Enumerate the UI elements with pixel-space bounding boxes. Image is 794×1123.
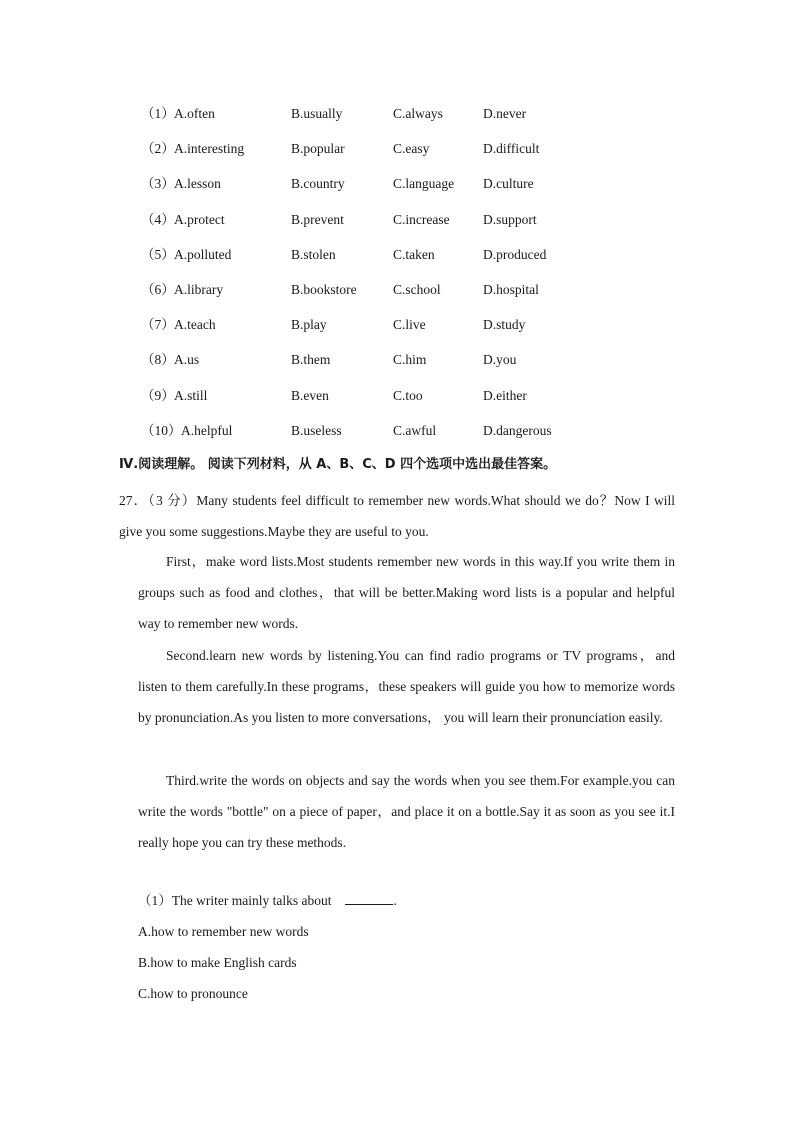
sub-question-number: （1） [138, 893, 172, 908]
option-number: （10） [141, 422, 182, 438]
option-d: D.culture [483, 176, 534, 192]
option-c: C.him [393, 352, 427, 368]
option-number: （6） [141, 281, 175, 297]
choice-b: B.how to make English cards [138, 955, 297, 970]
option-c: C.increase [393, 211, 450, 227]
option-d: D.either [483, 387, 527, 403]
option-d: D.produced [483, 246, 547, 262]
option-d: D.hospital [483, 281, 539, 297]
question-number: 27． [119, 493, 149, 508]
option-b: B.prevent [291, 211, 344, 227]
option-c: C.always [393, 106, 443, 121]
cloze-options-table [141, 104, 701, 456]
option-row [141, 174, 701, 209]
option-a: A.helpful [181, 422, 233, 438]
option-row [141, 210, 701, 245]
option-d: D.difficult [483, 141, 540, 157]
question-score: （3 分） [148, 493, 197, 508]
option-b: B.usually [291, 106, 343, 121]
option-row [141, 421, 701, 456]
option-c: C.school [393, 281, 441, 297]
option-number: （5） [141, 246, 175, 262]
section-heading: Ⅳ.阅读理解。 阅读下列材料，从 A、B、C、D 四个选项中选出最佳答案。 [119, 457, 557, 472]
option-b: B.even [291, 387, 329, 403]
option-c: C.live [393, 317, 426, 333]
sub-question-1 [138, 890, 397, 912]
option-a: A.lesson [174, 176, 221, 192]
choice-c: C.how to pronounce [138, 986, 248, 1001]
option-a: A.polluted [174, 246, 232, 262]
option-a: A.still [174, 387, 208, 403]
option-number: （2） [141, 141, 175, 157]
choice-a: A.how to remember new words [138, 924, 309, 939]
option-b: B.popular [291, 141, 345, 157]
option-row [141, 386, 701, 421]
option-a: A.library [174, 281, 224, 297]
option-row [141, 104, 701, 139]
option-c: C.language [393, 176, 455, 192]
option-number: （3） [141, 176, 175, 192]
option-c: C.too [393, 387, 423, 403]
option-row [141, 315, 701, 350]
sub-question-stem: The writer mainly talks about [171, 893, 332, 908]
option-b: B.them [291, 352, 331, 368]
option-row [141, 245, 701, 280]
sub-question-end: . [393, 893, 397, 908]
option-row [141, 350, 701, 385]
passage-paragraph-1: First，make word lists.Most students remember new words in this way.If you write them in groups such as food and clothes，that will be better.Making word lists is a popular and helpful way to remember new words. [138, 554, 675, 631]
option-a: A.protect [174, 211, 225, 227]
question-intro-text: Many students feel difficult to remember new words.What should we do？Now I will give you some suggestions.Maybe they are useful to you. [119, 493, 676, 539]
option-b: B.play [291, 317, 327, 333]
option-number: （4） [141, 211, 175, 227]
option-number: （8） [141, 352, 175, 368]
answer-blank [345, 890, 393, 905]
option-number: （1） [141, 106, 175, 121]
option-b: B.useless [291, 422, 342, 438]
option-a: A.interesting [174, 141, 245, 157]
passage-paragraph-3: Third.write the words on objects and say the words when you see them.For example.you can write the words "bottle" on a piece of paper，and place it on a bottle.Say it as soon as you see it.I really hope you can try these methods. [138, 773, 675, 850]
option-number: （7） [141, 317, 175, 333]
option-d: D.study [483, 317, 526, 333]
option-a: A.us [174, 352, 200, 368]
option-c: C.easy [393, 141, 430, 157]
option-number: （9） [141, 387, 175, 403]
option-d: D.support [483, 211, 537, 227]
option-c: C.awful [393, 422, 437, 438]
option-b: B.stolen [291, 246, 336, 262]
option-b: B.bookstore [291, 281, 357, 297]
option-row [141, 139, 701, 174]
question-27-intro [119, 485, 675, 547]
option-d: D.never [483, 106, 527, 121]
option-a: A.often [174, 106, 215, 121]
option-d: D.you [483, 352, 517, 368]
option-c: C.taken [393, 246, 435, 262]
option-b: B.country [291, 176, 345, 192]
option-row [141, 280, 701, 315]
option-d: D.dangerous [483, 422, 552, 438]
passage-paragraph-2: Second.learn new words by listening.You can find radio programs or TV programs，and listen to them carefully.In these programs，these speakers will guide you how to memorize words by pronunciation.As you listen to more conversations， you will learn their pronunciation easily. [138, 648, 675, 725]
option-a: A.teach [174, 317, 216, 333]
